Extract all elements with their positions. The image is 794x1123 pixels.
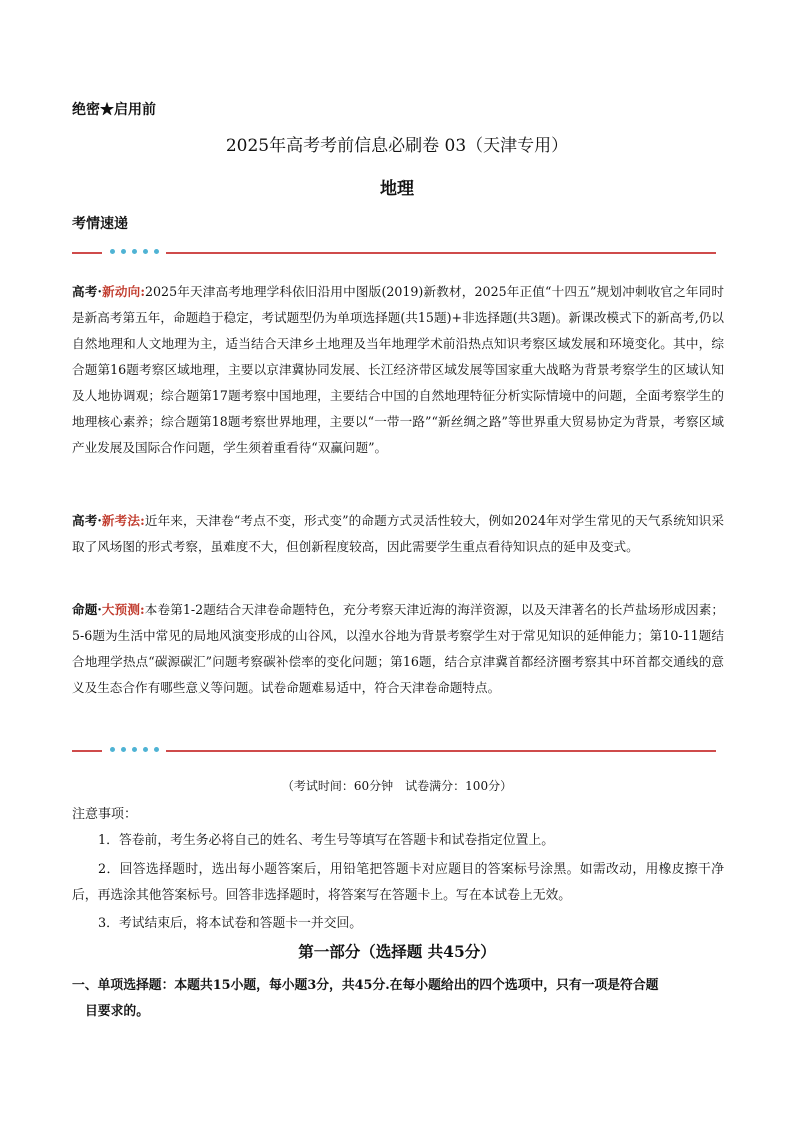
paragraph-prediction xyxy=(72,597,724,701)
paragraph-new-method xyxy=(72,508,724,560)
tag-highlight: 新动向: xyxy=(101,284,146,299)
note-item: 1．答卷前，考生务必将自己的姓名、考生号等填写在答题卡和试卷指定位置上。 xyxy=(98,833,555,848)
paragraph-text: 本卷第1-2题结合天津卷命题特色，充分考察天津近海的海洋资源，以及天津著名的长芦盐场形成因素；5-6题为生活中常见的局地风演变形成的山谷风，以湟水谷地为背景考察学生对于常见知识的延伸能力；第10-11题结合地理学热点“碳源碳汇”问题考察碳补偿率的变化问题；第16题，结合京津冀首都经济圈考察其中环首都交通线的意义及生态合作有哪些意义等问题。试卷命题难易适中，符合天津卷命题特点。 xyxy=(72,602,724,695)
tag-highlight: 新考法: xyxy=(101,513,145,528)
question-intro xyxy=(72,973,724,1025)
tag-highlight: 大预测: xyxy=(101,602,145,617)
notes-heading: 注意事项： xyxy=(72,807,138,822)
question-intro-line2: 目要求的。 xyxy=(85,1004,149,1019)
divider-bottom xyxy=(72,746,716,756)
tag-prefix: 高考· xyxy=(72,284,102,299)
section-heading: 考情速递 xyxy=(72,216,128,232)
note-item: 3．考试结束后，将本试卷和答题卡一并交回。 xyxy=(98,916,363,931)
paragraph-new-trend xyxy=(72,279,724,461)
divider-top xyxy=(72,248,716,258)
question-intro-line1: 一、单项选择题：本题共15小题，每小题3分，共45分.在每小题给出的四个选项中，只有一项是符合题 xyxy=(72,978,659,993)
paragraph-text: 2025年天津高考地理学科依旧沿用中图版(2019)新教材，2025年正值“十四五”规划冲刺收官之年同时是新高考第五年，命题趋于稳定，考试题型仍为单项选择题(共15题)+非选择题(共3题)。新课改模式下的新高考,仍以自然地理和人文地理为主，适当结合天津乡土地理及当年地理学术前沿热点知识考察区域发展和环境变化。其中，综合题第16题考察区域地理，主要以京津冀协同发展、长江经济带区域发展等国家重大战略为背景考察学生的区域认知及人地协调观；综合题第17题考察中国地理，主要结合中国的自然地理特征分析实际情境中的问题，全面考察学生的地理核心素养；综合题第18题考察世界地理，主要以“一带一路”“新丝绸之路”等世界重大贸易协定为背景，考察区域产业发展及国际合作问题，学生须着重看待“双赢问题”。 xyxy=(72,284,724,455)
part-one-title: 第一部分（选择题 共45分） xyxy=(298,942,496,961)
exam-title: 2025年高考考前信息必刷卷 03（天津专用） xyxy=(225,136,569,156)
paragraph-text: 近年来，天津卷“考点不变，形式变”的命题方式灵活性较大，例如2024年对学生常见的天气系统知识采取了风场图的形式考察，虽难度不大，但创新程度较高，因此需要学生重点看待知识点的延申及变式。 xyxy=(72,513,724,554)
subject-title: 地理 xyxy=(380,179,414,199)
tag-prefix: 命题· xyxy=(72,602,102,617)
confidential-label: 绝密★启用前 xyxy=(72,102,156,118)
note-item: 2．回答选择题时，选出每小题答案后，用铅笔把答题卡对应题目的答案标号涂黑。如需改动，用橡皮擦干净后，再选涂其他答案标号。回答非选择题时，将答案写在答题卡上。写在本试卷上无效。 xyxy=(72,862,724,903)
tag-prefix: 高考· xyxy=(72,513,102,528)
exam-time-info: （考试时间：60分钟 试卷满分：100分） xyxy=(281,779,513,793)
